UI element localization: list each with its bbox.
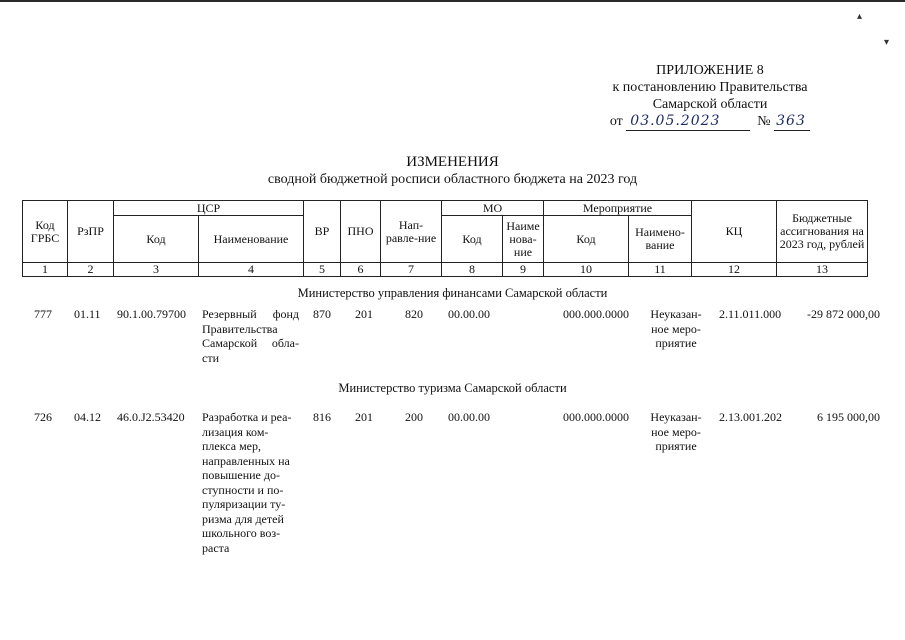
scan-speck: ▾ xyxy=(884,37,890,48)
section-title-tourism-ministry: Министерство туризма Самарской области xyxy=(338,381,567,395)
cell-mo-code: 00.00.00 xyxy=(448,410,490,424)
cell-csr-name: Разработка и реа-лизация ком-плекса мер, направленных на повышение до-ступности и по-пуляризации ту-ризма для детей школьного воз-раста xyxy=(202,410,292,555)
header-event-name: Наимено-вание xyxy=(629,216,692,263)
document-title: ИЗМЕНЕНИЯ xyxy=(406,154,499,170)
cell-grbs: 777 xyxy=(34,307,52,321)
section-title-finance-ministry: Министерство управления финансами Самарской области xyxy=(297,286,608,300)
column-number: 2 xyxy=(68,263,114,277)
header-csr-name: Наименование xyxy=(199,216,304,263)
cell-csr-code: 46.0.J2.53420 xyxy=(117,410,185,424)
appendix-date-row xyxy=(560,113,860,131)
cell-kc: 2.13.001.202 xyxy=(719,410,782,424)
column-number: 4 xyxy=(199,263,304,277)
column-number: 9 xyxy=(503,263,544,277)
cell-direction: 820 xyxy=(405,307,423,321)
header-amount: Бюджетные ассигнования на 2023 год, рублей xyxy=(777,201,868,263)
header-mo-code: Код xyxy=(442,216,503,263)
budget-changes-table-header xyxy=(22,200,868,277)
header-rzpr: РзПР xyxy=(68,201,114,263)
column-number: 6 xyxy=(341,263,381,277)
date-underline-field xyxy=(626,113,750,131)
header-event: Мероприятие xyxy=(544,201,692,216)
handwritten-date: 03.05.2023 xyxy=(630,113,721,129)
column-number: 10 xyxy=(544,263,629,277)
column-number: 3 xyxy=(114,263,199,277)
column-number: 13 xyxy=(777,263,868,277)
number-prefix: № xyxy=(757,114,771,129)
cell-mo-code: 00.00.00 xyxy=(448,307,490,321)
column-number: 1 xyxy=(23,263,68,277)
column-number: 12 xyxy=(692,263,777,277)
header-kc: КЦ xyxy=(692,201,777,263)
header-event-code: Код xyxy=(544,216,629,263)
header-csr: ЦСР xyxy=(114,201,304,216)
handwritten-number: 363 xyxy=(776,113,806,129)
header-mo: МО xyxy=(442,201,544,216)
header-direction: Нап-равле-ние xyxy=(381,201,442,263)
cell-vr: 816 xyxy=(313,410,331,424)
appendix-title: ПРИЛОЖЕНИЕ 8 xyxy=(656,63,764,78)
header-grbs: Код ГРБС xyxy=(23,201,68,263)
header-pno: ПНО xyxy=(341,201,381,263)
appendix-resolution-line: к постановлению Правительства xyxy=(612,80,808,95)
cell-rzpr: 01.11 xyxy=(74,307,101,321)
column-number: 5 xyxy=(304,263,341,277)
column-number: 7 xyxy=(381,263,442,277)
appendix-region-line: Самарской области xyxy=(652,97,768,112)
cell-csr-name: Резервный фонд Правительства Самарской обла-сти xyxy=(202,307,299,365)
header-csr-code: Код xyxy=(114,216,199,263)
cell-grbs: 726 xyxy=(34,410,52,424)
cell-event-code: 000.000.0000 xyxy=(563,410,629,424)
document-subtitle: сводной бюджетной росписи областного бюджета на 2023 год xyxy=(267,172,638,187)
appendix-block xyxy=(560,62,860,131)
cell-vr: 870 xyxy=(313,307,331,321)
scan-speck: ▴ xyxy=(857,11,863,22)
number-underline-field xyxy=(774,113,810,131)
cell-csr-code: 90.1.00.79700 xyxy=(117,307,186,321)
cell-direction: 200 xyxy=(405,410,423,424)
cell-pno: 201 xyxy=(355,410,373,424)
cell-rzpr: 04.12 xyxy=(74,410,101,424)
column-number: 11 xyxy=(629,263,692,277)
cell-event-code: 000.000.0000 xyxy=(563,307,629,321)
scan-top-border xyxy=(0,0,905,2)
cell-event-name: Неуказан-ное меро-приятие xyxy=(650,307,702,350)
column-number: 8 xyxy=(442,263,503,277)
cell-event-name: Неуказан-ное меро-приятие xyxy=(650,410,702,453)
date-prefix: от xyxy=(609,114,623,129)
cell-amount: 6 195 000,00 xyxy=(817,410,880,424)
cell-amount: -29 872 000,00 xyxy=(807,307,880,321)
cell-kc: 2.11.011.000 xyxy=(719,307,782,321)
cell-pno: 201 xyxy=(355,307,373,321)
header-mo-name: Наиме нова-ние xyxy=(503,216,544,263)
header-vr: ВР xyxy=(304,201,341,263)
